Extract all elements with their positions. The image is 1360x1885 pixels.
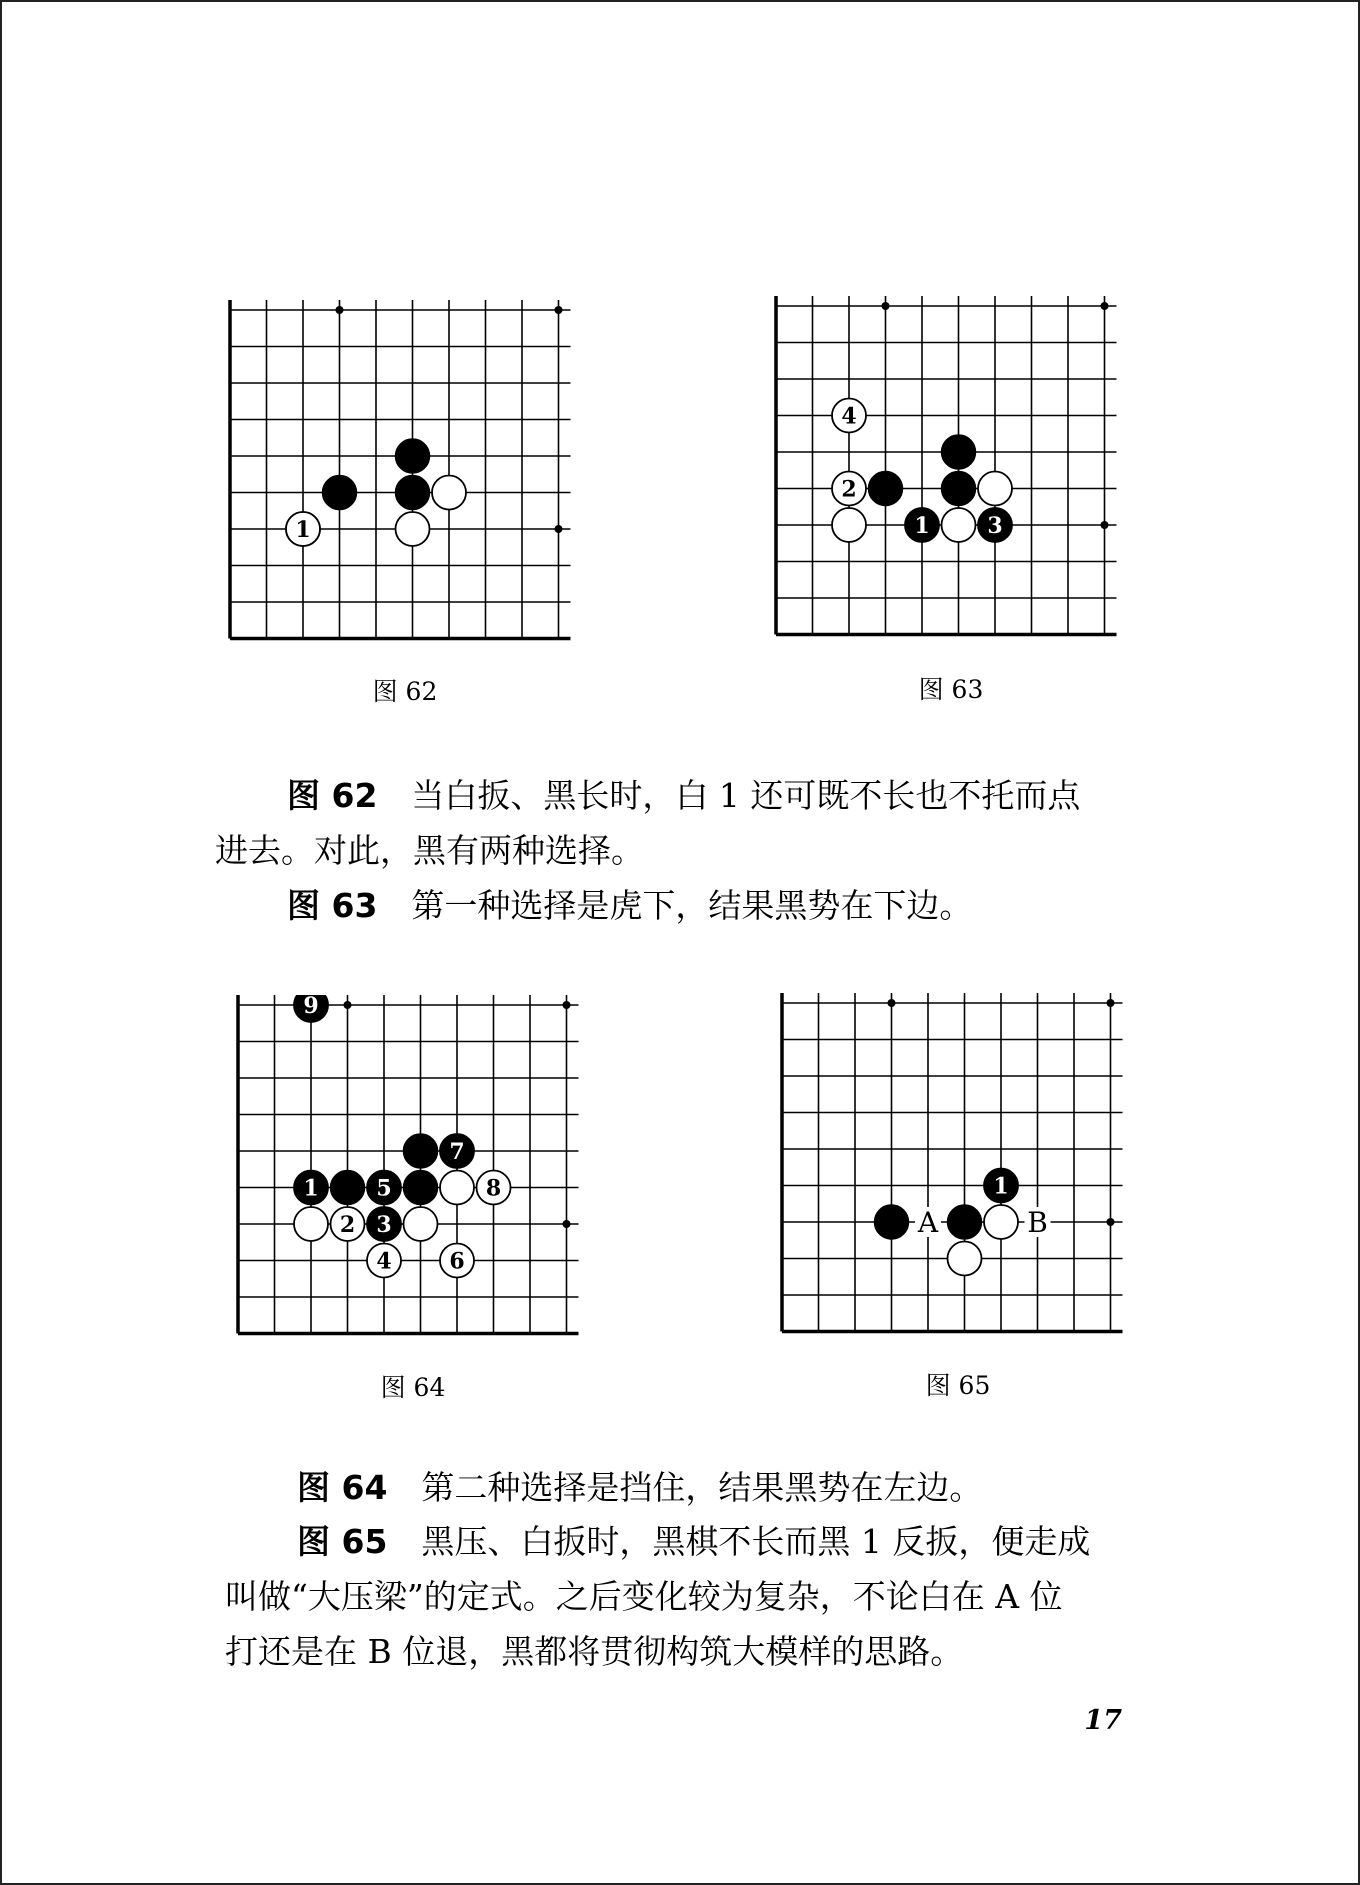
star-point — [336, 306, 344, 314]
paragraph-62-line-2: 进去。对此，黑有两种选择。 — [215, 831, 644, 870]
stone-number: 2 — [841, 476, 857, 503]
star-point — [1101, 521, 1109, 529]
fig-ref-65: 图 65 — [297, 1522, 388, 1561]
stone-number: 1 — [993, 1173, 1009, 1200]
white-stone — [978, 472, 1012, 506]
stone-number: 3 — [987, 513, 1003, 539]
fig-ref-62: 图 62 — [287, 776, 378, 815]
position-marker: B — [1027, 1206, 1048, 1239]
stone-number: 4 — [841, 403, 857, 430]
figure-caption-63: 图 63 — [918, 675, 984, 704]
paragraph-62 — [215, 768, 1155, 878]
position-marker: A — [917, 1206, 939, 1239]
white-stone — [404, 1207, 438, 1241]
black-stone — [875, 1205, 909, 1239]
star-point — [1107, 1218, 1115, 1226]
stone-number: 5 — [376, 1175, 392, 1202]
star-point — [563, 1001, 571, 1009]
black-stone — [948, 1205, 982, 1239]
black-stone — [942, 472, 976, 506]
star-point — [555, 525, 563, 533]
fig-ref-63: 图 63 — [287, 886, 378, 925]
stone-number: 8 — [485, 1175, 502, 1202]
white-stone — [832, 508, 866, 542]
star-point — [563, 1220, 571, 1228]
figure-caption-65: 图 65 — [925, 1371, 991, 1400]
star-point — [344, 1001, 352, 1009]
figure-caption-62: 图 62 — [372, 677, 438, 706]
paragraph-65-line-1: 黑压、白扳时，黑棋不长而黑 1 反扳，便走成 — [421, 1522, 1091, 1561]
black-stone — [404, 1171, 438, 1205]
go-board-fig62 — [226, 300, 586, 646]
star-point — [1101, 302, 1109, 310]
black-stone — [396, 439, 430, 473]
fig-ref-64: 图 64 — [297, 1468, 388, 1507]
stone-number: 6 — [449, 1248, 465, 1275]
paragraph-63 — [215, 878, 1155, 933]
stone-number: 7 — [449, 1139, 465, 1165]
black-stone — [404, 1134, 438, 1168]
white-stone — [440, 1171, 474, 1205]
paragraph-65-line-2: 叫做“大压梁”的定式。之后变化较为复杂，不论白在 A 位 — [225, 1577, 1063, 1616]
white-stone — [294, 1207, 328, 1241]
star-point — [888, 999, 896, 1007]
star-point — [882, 302, 890, 310]
stone-number: 9 — [303, 995, 319, 1019]
stone-number: 2 — [339, 1212, 356, 1238]
white-stone — [432, 476, 466, 510]
paragraph-65 — [225, 1514, 1165, 1679]
black-stone — [396, 476, 430, 510]
black-stone — [331, 1171, 365, 1205]
black-stone — [942, 435, 976, 469]
star-point — [1107, 999, 1115, 1007]
white-stone — [948, 1242, 982, 1276]
paragraph-62-line-1: 当白扳、黑长时，白 1 还可既不长也不托而点 — [411, 776, 1081, 815]
stone-number: 4 — [376, 1248, 392, 1275]
paragraph-63-line-1: 第一种选择是虎下，结果黑势在下边。 — [411, 886, 973, 925]
go-board-fig65 — [778, 993, 1138, 1339]
paragraph-64-line-1: 第二种选择是挡住，结果黑势在左边。 — [421, 1468, 983, 1507]
white-stone — [942, 508, 976, 542]
star-point — [555, 306, 563, 314]
page-number: 17 — [1084, 1705, 1122, 1736]
go-board-fig63 — [772, 296, 1132, 642]
figure-caption-64: 图 64 — [380, 1373, 446, 1402]
stone-number: 1 — [303, 1175, 319, 1202]
black-stone — [323, 476, 357, 510]
white-stone — [396, 512, 430, 546]
black-stone — [869, 472, 903, 506]
go-board-fig64 — [234, 995, 594, 1341]
stone-number: 1 — [914, 513, 930, 539]
paragraph-65-line-3: 打还是在 B 位退，黑都将贯彻构筑大模样的思路。 — [225, 1632, 964, 1671]
white-stone — [984, 1205, 1018, 1239]
paragraph-64 — [225, 1460, 1165, 1515]
stone-number: 1 — [295, 517, 311, 543]
stone-number: 3 — [376, 1212, 392, 1238]
